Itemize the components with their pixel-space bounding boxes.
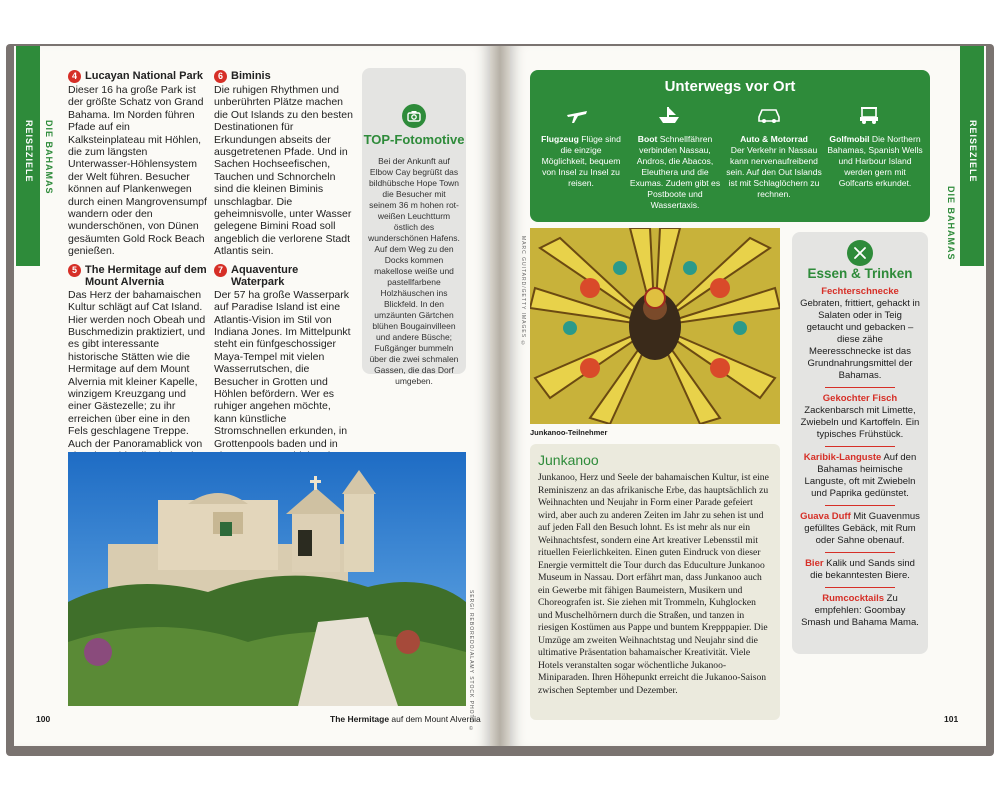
boat-icon (656, 102, 682, 126)
sight-text: Der 57 ha große Wasserpark auf Paradise Island ist eine Atlantis-Vision im Stil von Indiana Jones. Im Mittelpunkt steht ein fünfgeschossiger Maya-Tempel mit vielen Wasserrutschen, die Besucher in Grotten und Höhlen befördern. Wer es ruhiger angehen möchte, kann künstliche Stromschnellen erkunden, in Grottenpools baden und in (214, 288, 351, 450)
food-text: Mit Guavenmus gefülltes Gebäck, mit Rum oder Sahne obenauf. (804, 511, 920, 546)
caption-bold: The Hermitage (330, 714, 390, 724)
junkanoo-box (530, 444, 780, 720)
transport-name: Boot (637, 134, 658, 144)
sight-text: Das Herz der bahamaischen Kultur schlägt auf Cat Island. Hier werden noch Obeah und Buschmedizin praktiziert, und es gibt interessante historische Stätten wie die Hermitage auf dem Mount Alvernia mit kleiner Kapelle, winzigem Kreuzgang und einer Gästezelle; zu ihr erreichen über eine in den Fels geschlagene Treppe. Auch der Panoramablick von (68, 288, 206, 450)
page-number-right: 101 (944, 714, 959, 724)
food-item (800, 393, 920, 441)
book-gutter (490, 46, 510, 746)
essen-title: Essen & Trinken (807, 266, 913, 281)
unterwegs-box (530, 70, 930, 222)
airplane-icon (564, 102, 590, 126)
transport-name: Auto & Motorrad (740, 134, 808, 144)
sight-entry (214, 70, 354, 258)
sights-column-1 (68, 70, 208, 468)
food-item (800, 593, 920, 629)
transport-text: Die Northern Bahamas, Spanish Wells und Harbour Island werden gern mit Golfcarts erkundet. (827, 134, 923, 188)
golf-cart-icon (856, 102, 882, 126)
photo-credit-2: MARC GUITARD/GETTY IMAGES © (520, 236, 526, 348)
transport-item (826, 134, 924, 189)
food-item (800, 558, 920, 582)
unterwegs-title: Unterwegs vor Ort (664, 78, 796, 95)
divider (825, 446, 895, 447)
food-text: Gebraten, frittiert, gehackt in Salaten oder in Teig getaucht und gebacken – diese zähe Meeresschnecke ist das Grundnahrungsmittel der Bahamas. (800, 298, 920, 381)
tab-region-label: DIE BAHAMAS (44, 120, 54, 195)
transport-text: Flüge sind die einzige Möglichkeit, bequem von Insel zu Insel zu reisen. (541, 134, 621, 188)
tab-region-label-right: DIE BAHAMAS (946, 186, 956, 261)
cutlery-icon (847, 240, 873, 266)
car-icon (756, 102, 782, 126)
fotomotive-text: Bei der Ankunft auf Elbow Cay begrüßt das bildhübsche Hope Town die Besucher mit seinem 36 m hohen rot-weißen Leuchtturm östlich des wunderschönen Hafens. Auf dem Weg zu den Docks kommen makellose weiße und pastellfarbene Holzhäuschen ins Blickfeld. In den umzäunten Gärtchen blühen Bougainvilleen und andere Büsche; Fußgänger bummeln über die zwei schmalen Gassen, die das Dorf umgeben. (368, 156, 460, 386)
divider (825, 387, 895, 388)
junkanoo-text: Junkanoo, Herz und Seele der bahamaischen Kultur, ist eine Reminiszenz an das afrikanische Erbe, das hauptsächlich zu Weihnachten und Neujahr in Form einer Parade gefeiert wird, aber auch zu anderen Zeiten im Jahr zu sehen ist und auf jeden Fall den Besuch lohnt. Es ist mehr als nur ein Weihnachtsfest, sondern eine Art kreativer Lebensstil mit rituellen Feierlichkeiten. Einen guten Eindruck von dieser Energie vermittelt die Tour durch das Educulture Junkanoo Museum in Nassau. Dort erfährt man, dass Junkanoo auch ein Gewerbe mit fähigen Baumeistern, Musikern und Choreografen ist. Sie ziehen mit Trommeln, Kuhglocken und Muschelhörnern durch die Straßen, und tanzen in riesigen Kostümen aus Pappe und buntem Krepppapier. Die Umzüge am zweiten Weihnachtstag und Neujahr sind die ultimative Präsentation bahamaischer Kreativität. Viele Hotels veranstalten sogar wöchentliche Jukanoo-Miniparaden. Ihren Höhepunkt erreicht die Jukanoo-Saison zwischen September und Dezember. (538, 472, 769, 696)
divider (825, 505, 895, 506)
fotomotive-title: TOP-Fotomotive (363, 132, 465, 147)
sight-number-badge: 4 (68, 70, 81, 83)
photo-credit: SERGI REBOREDO/ALAMY STOCK PHOTO © (468, 590, 474, 733)
sight-title: Aquaventure Waterpark (231, 263, 299, 288)
food-item (800, 511, 920, 547)
food-text: Zu empfehlen: Goombay Smash und Bahama Mama. (801, 593, 919, 628)
page-number-left: 100 (36, 714, 51, 724)
sight-number-badge: 5 (68, 264, 81, 277)
sight-number-badge: 7 (214, 264, 227, 277)
sight-entry (214, 264, 354, 475)
sight-number-badge: 6 (214, 70, 227, 83)
transport-item (628, 134, 722, 211)
junkanoo-title: Junkanoo (538, 452, 599, 468)
food-name: Karibik-Languste (803, 452, 882, 463)
chapter-tab-left (16, 46, 40, 266)
food-name: Guava Duff (800, 511, 851, 522)
food-name: Rumcocktails (822, 593, 885, 604)
food-text: Auf den Bahamas heimische Languste, oft mit Zwiebeln und Paprika gedünstet. (804, 452, 917, 499)
photo-caption (330, 714, 481, 724)
food-text: Zackenbarsch mit Limette, Zwiebeln und Kartoffeln. Ein typisches Frühstück. (800, 405, 920, 440)
sights-column-2 (214, 70, 354, 481)
divider (825, 552, 895, 553)
food-name: Bier (805, 558, 824, 569)
transport-text: Der Verkehr in Nassau kann nervenaufreibend sein. Auf den Out Islands ist mit Schlaglöchern zu rechnen. (726, 145, 822, 199)
sight-text: Die ruhigen Rhythmen und unberührten Plätze machen die Out Islands zu den besten Destinationen für Erkundungen abseits der ausgetretenen Pfade. Und in Sachen Hochseefischen, Tauchen und Schnorcheln sind die kleinen Biminis unschlagbar. Die geheimnisvolle, unter Wasser gelegene Bimini Road soll angeblich die verlorene Stadt Atlantis sein. (214, 84, 353, 258)
camera-icon (402, 104, 426, 128)
chapter-tab-right (960, 46, 984, 266)
sight-entry (68, 264, 208, 463)
transport-item (538, 134, 624, 189)
food-name: Fechterschnecke (821, 286, 899, 297)
transport-name: Golfmobil (829, 134, 870, 144)
transport-name: Flugzeug (541, 134, 579, 144)
transport-text: Schnellfähren verbinden Nassau, Andros, die Abacos, Eleuthera und die Exumas. Zudem gibt es Postboote und Wassertaxis. (629, 134, 721, 210)
tab-chapter-label: REISEZIELE (24, 120, 34, 183)
food-text: Kalik und Sands sind die bekanntesten Biere. (810, 558, 915, 581)
hermitage-photo (68, 452, 466, 706)
sight-text: Dieser 16 ha große Park ist der größte Schatz von Grand Bahama. Im Norden führen Pfade auf ein Kalksteinplateau mit Höhlen, die zum längsten Unterwasser-Höhlensystem der Welt führen. Besucher können auf Plankenwegen durch einen Mangrovensumpf wandern oder den wunderschönen, von Dünen gesäumten Gold Rock Beach genießen. (68, 84, 207, 258)
tab-chapter-label-right: REISEZIELE (968, 120, 978, 183)
top-fotomotive-box (362, 68, 466, 386)
sight-entry (68, 70, 208, 258)
food-item (800, 452, 920, 500)
divider (825, 587, 895, 588)
food-item (800, 286, 920, 382)
sight-title: The Hermitage auf dem Mount Alvernia (85, 263, 207, 288)
junkanoo-photo-caption: Junkanoo-Teilnehmer (530, 428, 608, 437)
essen-trinken-box (792, 232, 928, 654)
junkanoo-photo (530, 228, 780, 424)
caption-rest: auf dem Mount Alvernia (389, 714, 481, 724)
sight-title: Lucayan National Park (85, 70, 203, 82)
transport-item (726, 134, 822, 200)
sight-title: Biminis (231, 70, 271, 82)
food-name: Gekochter Fisch (822, 393, 898, 404)
